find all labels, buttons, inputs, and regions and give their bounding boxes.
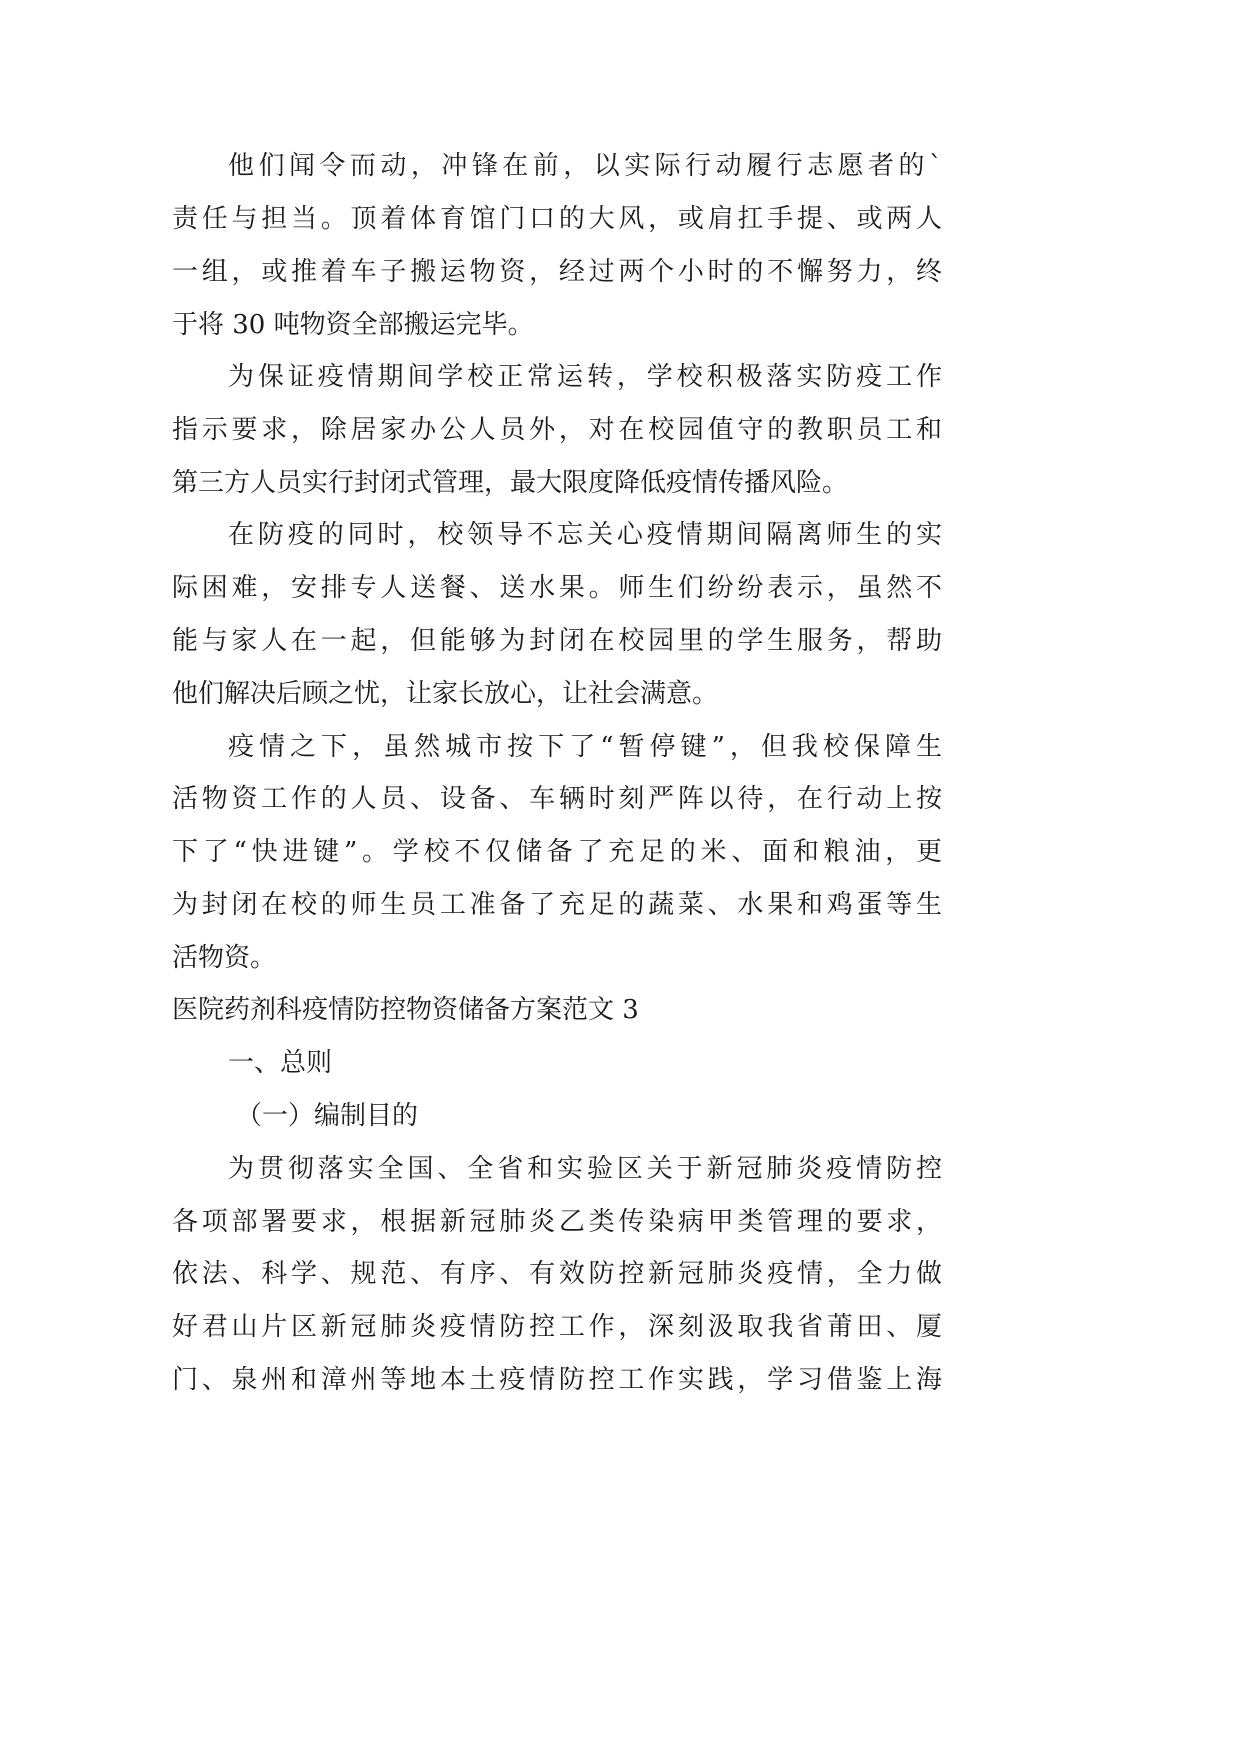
- paragraph-line: 门、泉州和漳州等地本土疫情防控工作实践，学习借鉴上海: [172, 1365, 942, 1395]
- paragraph-line: 在防疫的同时，校领导不忘关心疫情期间隔离师生的实: [228, 520, 942, 550]
- paragraph-line: 各项部署要求，根据新冠肺炎乙类传染病甲类管理的要求，: [172, 1207, 942, 1237]
- paragraph-line: 为封闭在校的师生员工准备了充足的蔬菜、水果和鸡蛋等生: [172, 890, 942, 920]
- paragraph-line: 为贯彻落实全国、全省和实验区关于新冠肺炎疫情防控: [228, 1154, 942, 1184]
- paragraph-line: 为保证疫情期间学校正常运转，学校积极落实防疫工作: [228, 362, 942, 392]
- paragraph-line: 一组，或推着车子搬运物资，经过两个小时的不懈努力，终: [172, 257, 942, 287]
- paragraph-line: 他们闻令而动，冲锋在前，以实际行动履行志愿者的`: [228, 151, 942, 181]
- section-title: 医院药剂科疫情防控物资储备方案范文 3: [172, 995, 639, 1025]
- paragraph-line: 下了“快进键”。学校不仅储备了充足的米、面和粮油，更: [172, 837, 942, 867]
- paragraph-line: 于将 30 吨物资全部搬运完毕。: [172, 310, 534, 340]
- paragraph-line: 责任与担当。顶着体育馆门口的大风，或肩扛手提、或两人: [172, 204, 942, 234]
- paragraph-line: 活物资。: [172, 943, 277, 973]
- paragraph-line: 好君山片区新冠肺炎疫情防控工作，深刻汲取我省莆田、厦: [172, 1312, 942, 1342]
- heading-level-2: （一）编制目的: [236, 1101, 419, 1131]
- heading-level-1: 一、总则: [228, 1048, 333, 1078]
- paragraph-line: 指示要求，除居家办公人员外，对在校园值守的教职员工和: [172, 415, 942, 445]
- paragraph-line: 第三方人员实行封闭式管理，最大限度降低疫情传播风险。: [172, 468, 849, 498]
- paragraph-line: 依法、科学、规范、有序、有效防控新冠肺炎疫情，全力做: [172, 1259, 942, 1289]
- paragraph-line: 他们解决后顾之忧，让家长放心，让社会满意。: [172, 679, 719, 709]
- paragraph-line: 活物资工作的人员、设备、车辆时刻严阵以待，在行动上按: [172, 784, 942, 814]
- paragraph-line: 际困难，安排专人送餐、送水果。师生们纷纷表示，虽然不: [172, 573, 942, 603]
- paragraph-line: 能与家人在一起，但能够为封闭在校园里的学生服务，帮助: [172, 626, 942, 656]
- paragraph-line: 疫情之下，虽然城市按下了“暂停键”，但我校保障生: [228, 732, 942, 762]
